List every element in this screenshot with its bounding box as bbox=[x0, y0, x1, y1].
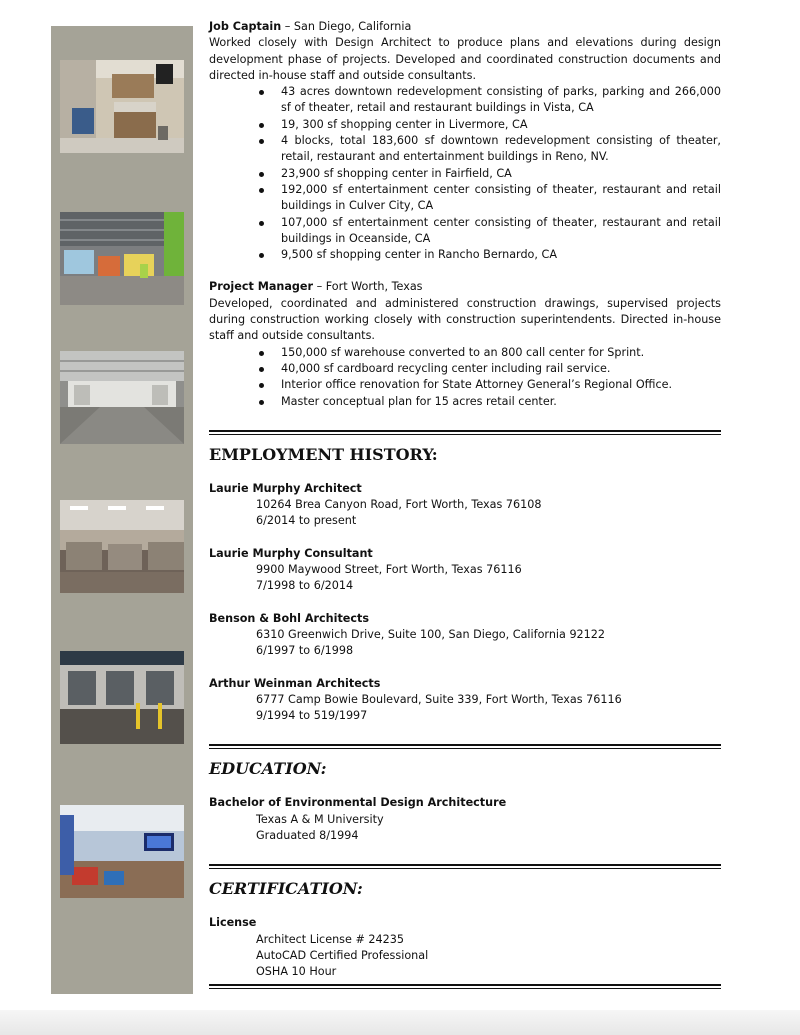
employment-dates: 9/1994 to 519/1997 bbox=[256, 709, 368, 723]
role-heading bbox=[209, 19, 721, 35]
employer-address: 10264 Brea Canyon Road, Fort Worth, Texas 76108 bbox=[256, 498, 542, 512]
role-description: Developed, coordinated and administered construction drawings, supervised projects during construction working closely with construction superintendents. Directed in-house staff and outside consultants. bbox=[209, 296, 721, 343]
section-divider bbox=[209, 984, 721, 989]
clinic-room-photo bbox=[60, 60, 184, 153]
role-block bbox=[209, 279, 721, 409]
employer-address: 6310 Greenwich Drive, Suite 100, San Diego, California 92122 bbox=[256, 627, 606, 641]
role-location: – San Diego, California bbox=[281, 20, 412, 33]
role-title: Job Captain bbox=[209, 20, 282, 33]
role-project-list bbox=[209, 345, 721, 410]
section-divider bbox=[209, 864, 721, 869]
section-title-employment: EMPLOYMENT HISTORY: bbox=[209, 444, 438, 464]
school-name: Texas A & M University bbox=[256, 812, 384, 826]
section-divider bbox=[209, 430, 721, 435]
list-item: 192,000 sf entertainment center consisting of theater, restaurant and retail buildings in Culver City, CA bbox=[256, 182, 721, 215]
photo-sidebar bbox=[51, 26, 193, 994]
resume-content bbox=[209, 19, 721, 989]
list-item: 107,000 sf entertainment center consisting of theater, restaurant and retail buildings in Oceanside, CA bbox=[256, 215, 721, 248]
list-item: 19, 300 sf shopping center in Livermore, CA bbox=[256, 117, 721, 133]
employer-name: Arthur Weinman Architects bbox=[209, 676, 381, 690]
role-heading bbox=[209, 279, 721, 295]
employment-entry bbox=[209, 676, 721, 725]
page-bottom-band bbox=[0, 1010, 800, 1035]
degree-name: Bachelor of Environmental Design Architecture bbox=[209, 796, 507, 810]
section-title-education: EDUCATION: bbox=[209, 759, 327, 779]
certification-item: Architect License # 24235 bbox=[256, 932, 404, 946]
employment-entry bbox=[209, 546, 721, 595]
certification-heading: License bbox=[209, 916, 257, 930]
role-location: – Fort Worth, Texas bbox=[313, 280, 423, 294]
section-divider bbox=[209, 744, 721, 749]
employer-name: Laurie Murphy Architect bbox=[209, 481, 362, 495]
employment-entry bbox=[209, 481, 721, 530]
list-item: 40,000 sf cardboard recycling center including rail service. bbox=[256, 361, 721, 377]
list-item: 43 acres downtown redevelopment consisting of parks, parking and 266,000 sf of theater, retail and restaurant buildings in Vista, CA bbox=[256, 84, 721, 117]
employment-dates: 6/1997 to 6/1998 bbox=[256, 644, 354, 658]
list-item: 4 blocks, total 183,600 sf downtown redevelopment consisting of theater, retail, restaurant and entertainment buildings in Reno, NV. bbox=[256, 133, 721, 166]
role-title: Project Manager bbox=[209, 280, 314, 294]
list-item: Interior office renovation for State Attorney General’s Regional Office. bbox=[256, 377, 721, 393]
list-item: 9,500 sf shopping center in Rancho Bernardo, CA bbox=[256, 247, 721, 263]
warehouse-interior-photo bbox=[60, 351, 184, 444]
employer-address: 9900 Maywood Street, Fort Worth, Texas 76116 bbox=[256, 563, 522, 577]
certification-item: OSHA 10 Hour bbox=[256, 965, 337, 979]
section-title-certification: CERTIFICATION: bbox=[209, 879, 363, 899]
office-cubicles-photo bbox=[60, 500, 184, 593]
graduation-date: Graduated 8/1994 bbox=[256, 828, 359, 842]
loading-dock-photo bbox=[60, 651, 184, 744]
employment-entry bbox=[209, 611, 721, 660]
list-item: 150,000 sf warehouse converted to an 800 call center for Sprint. bbox=[256, 345, 721, 361]
role-description: Worked closely with Design Architect to produce plans and elevations during design development phase of projects. Developed and coordinated construction documents and directed in-house staff and outside consultants. bbox=[209, 36, 721, 82]
employment-dates: 6/2014 to present bbox=[256, 514, 357, 528]
employer-name: Laurie Murphy Consultant bbox=[209, 546, 373, 560]
employer-address: 6777 Camp Bowie Boulevard, Suite 339, Fort Worth, Texas 76116 bbox=[256, 692, 622, 706]
certification-item: AutoCAD Certified Professional bbox=[256, 948, 429, 962]
role-block bbox=[209, 19, 721, 263]
playroom-photo bbox=[60, 805, 184, 898]
employer-name: Benson & Bohl Architects bbox=[209, 611, 370, 625]
list-item: Master conceptual plan for 15 acres retail center. bbox=[256, 394, 721, 410]
list-item: 23,900 sf shopping center in Fairfield, CA bbox=[256, 166, 721, 182]
role-project-list bbox=[209, 84, 721, 263]
employment-dates: 7/1998 to 6/2014 bbox=[256, 579, 354, 593]
gymnasium-photo bbox=[60, 212, 184, 305]
